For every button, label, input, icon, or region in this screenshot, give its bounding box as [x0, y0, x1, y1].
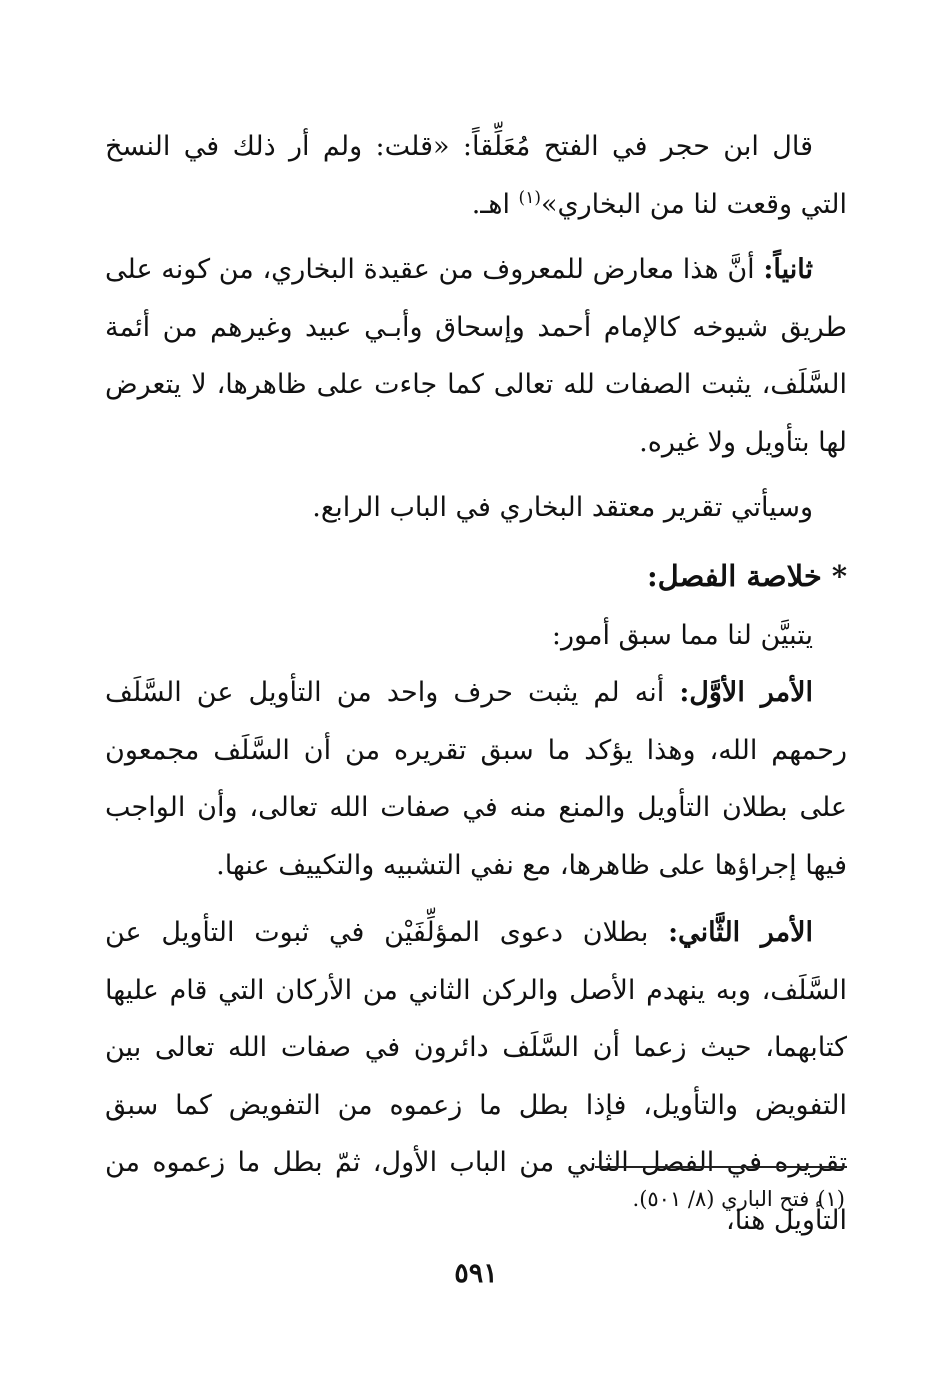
paragraph-text: وسيأتي تقرير معتقد البخاري في الباب الرابع.	[312, 492, 813, 523]
paragraph-forthcoming-note	[105, 479, 847, 537]
paragraph-second-point	[105, 241, 847, 471]
page-body	[105, 118, 847, 1249]
paragraph-text: أنَّ هذا معارض للمعروف من عقيدة البخاري، من كونه على طريق شيوخه كالإمام أحمد وإسحاق وأبـي عبيد وغيرهم من أئمة السَّلَف، يثبت الصفات لله تعالى كما جاءت على ظاهرها، لا يتعرض لها بتأويل ولا غيره.	[105, 254, 847, 458]
page-number: ٥٩١	[454, 1258, 498, 1289]
asterisk-icon: *	[831, 558, 847, 593]
paragraph-intro-matters	[105, 607, 847, 665]
footnote	[103, 1182, 845, 1216]
paragraph-text: أنه لم يثبت حرف واحد من التأويل عن السَّلَف رحمهم الله، وهذا يؤكد ما سبق تقريره من أن السَّلَف مجمعون على بطلان التأويل والمنع منه في صفات الله تعالى، وأن الواجب فيها إجراؤها على ظاهرها، مع نفي التشبيه والتكييف عنها.	[105, 677, 847, 881]
paragraph-first-matter	[105, 664, 847, 894]
paragraph-lead: الأمر الأوَّل:	[679, 677, 814, 708]
paragraph-lead: ثانياً:	[763, 254, 813, 285]
paragraph-ibn-hajar-quote	[105, 118, 847, 233]
section-heading	[105, 545, 847, 607]
paragraph-text: بطلان دعوى المؤلِّفَيْن في ثبوت التأويل عن السَّلَف، وبه ينهدم الأصل والركن الثاني من الأركان التي قام عليها كتابهما، حيث زعما أن السَّلَف دائرون في صفات الله تعالى بين التفويض والتأويل، فإذا بطل ما زعموه من التفويض كما سبق تقريره في الفصل الثاني من الباب الأول، ثمّ بطل ما زعموه من التأويل هنا،	[105, 917, 847, 1236]
footnote-text: فتح الباري (٨/ ٥٠١).	[632, 1187, 810, 1211]
footnote-reference: (١)	[518, 187, 541, 208]
heading-text: خلاصة الفصل:	[646, 558, 822, 593]
footnote-divider	[595, 1166, 847, 1168]
footnote-number: (١)	[817, 1187, 845, 1211]
paragraph-lead: الأمر الثَّاني:	[668, 917, 813, 948]
paragraph-text: قال ابن حجر في الفتح مُعَلِّقاً: «قلت: ولم أر ذلك في النسخ التي وقعت لنا من البخاري»	[105, 131, 847, 220]
paragraph-text: يتبيَّن لنا مما سبق أمور:	[551, 619, 813, 651]
paragraph-tail: اهـ.	[471, 188, 519, 220]
